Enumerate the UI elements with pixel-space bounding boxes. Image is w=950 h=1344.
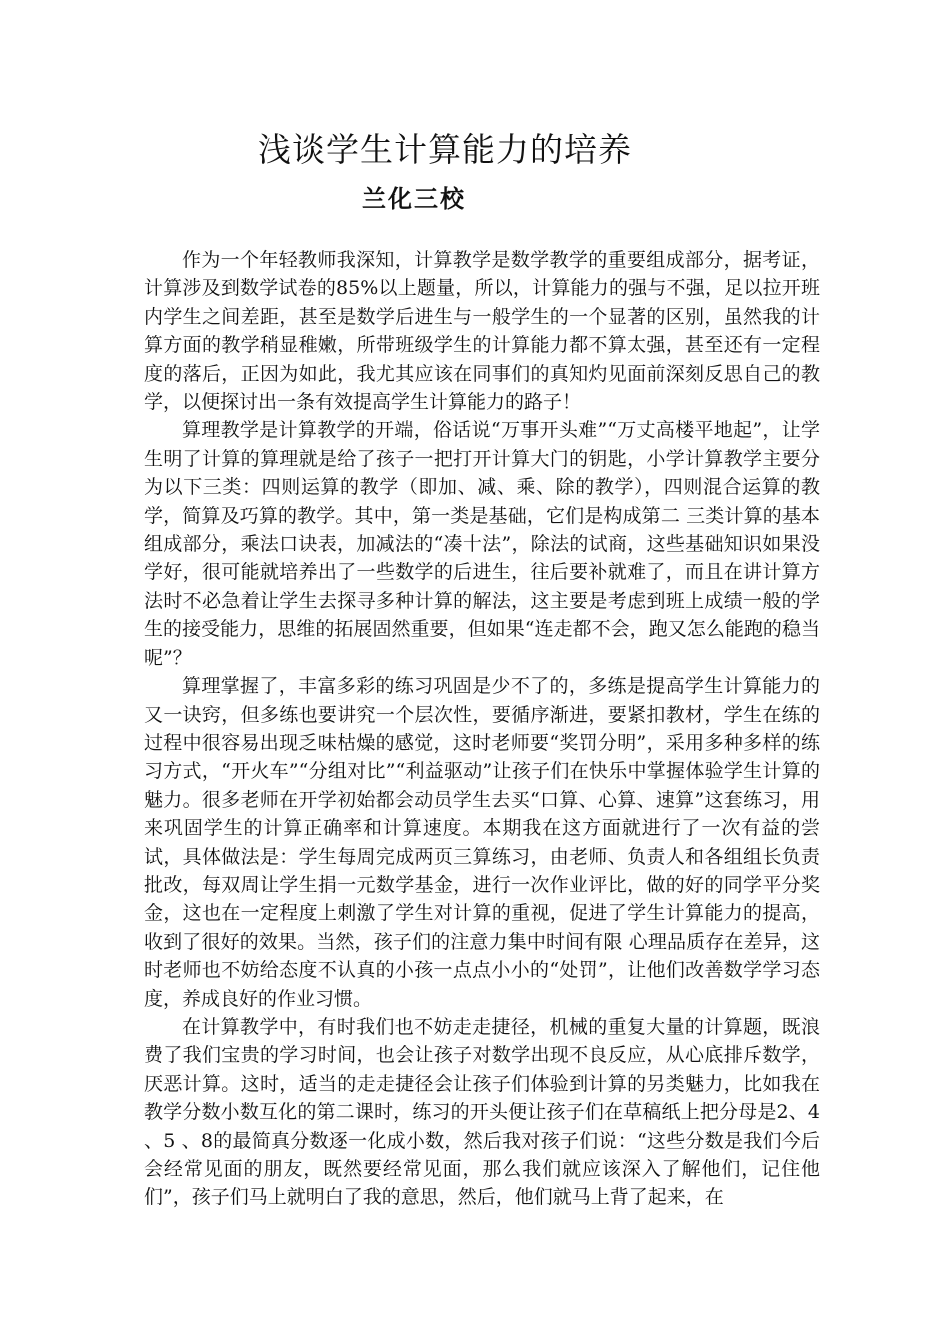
document-title: 浅谈学生计算能力的培养 <box>258 130 632 169</box>
document-author: 兰化三校 <box>362 185 466 213</box>
document-body <box>144 246 820 1212</box>
paragraph: 作为一个年轻教师我深知，计算教学是数学教学的重要组成部分，据考证，计算涉及到数学试卷的85%以上题量，所以，计算能力的强与不强，足以拉开班内学生之间差距，甚至是数学后进生与一般学生的一个显著的区别，虽然我的计算方面的教学稍显稚嫩，所带班级学生的计算能力都不算太强，甚至还有一定程度的落后，正因为如此，我尤其应该在同事们的真知灼见面前深刻反思自己的教学，以便探讨出一条有效提高学生计算能力的路子！ <box>144 249 820 414</box>
paragraph: 在计算教学中，有时我们也不妨走走捷径，机械的重复大量的计算题，既浪费了我们宝贵的学习时间，也会让孩子对数学出现不良反应，从心底排斥数学，厌恶计算。这时，适当的走走捷径会让孩子们体验到计算的另类魅力，比如我在教学分数小数互化的第二课时，练习的开头便让孩子们在草稿纸上把分母是2、4 、5 、8的最简真分数逐一化成小数，然后我对孩子们说：“这些分数是我们今后会经常见面的朋友，既然要经常见面，那么我们就应该深入了解他们，记住他们”，孩子们马上就明白了我的意思，然后，他们就马上背了起来，在 <box>144 1015 820 1209</box>
paragraph: 算理教学是计算教学的开端，俗话说“万事开头难”“万丈高楼平地起”，让学生明了计算的算理就是给了孩子一把打开计算大门的钥匙，小学计算教学主要分为以下三类：四则运算的教学（即加、减、乘、除的教学），四则混合运算的教学，简算及巧算的教学。其中，第一类是基础，它们是构成第二 三类计算的基本组成部分，乘法口诀表，加减法的“凑十法”，除法的试商，这些基础知识如果没学好，很可能就培养出了一些数学的后进生，往后要补就难了，而且在讲计算方法时不必急着让学生去探寻多种计算的解法，这主要是考虑到班上成绩一般的学生的接受能力，思维的拓展固然重要，但如果“连走都不会，跑又怎么能跑的稳当呢”？ <box>144 419 820 669</box>
paragraph: 算理掌握了，丰富多彩的练习巩固是少不了的，多练是提高学生计算能力的又一诀窍，但多练也要讲究一个层次性，要循序渐进，要紧扣教材，学生在练的过程中很容易出现乏味枯燥的感觉，这时老师要“奖罚分明”，采用多种多样的练习方式，“开火车”“分组对比”“利益驱动”让孩子们在快乐中掌握体验学生计算的魅力。很多老师在开学初始都会动员学生去买“口算、心算、速算”这套练习，用来巩固学生的计算正确率和计算速度。本期我在这方面就进行了一次有益的尝试，具体做法是：学生每周完成两页三算练习，由老师、负责人和各组组长负责批改，每双周让学生捐一元数学基金，进行一次作业评比，做的好的同学平分奖金，这也在一定程度上刺激了学生对计算的重视，促进了学生计算能力的提高，收到了很好的效果。当然，孩子们的注意力集中时间有限 心理品质存在差异，这时老师也不妨给态度不认真的小孩一点点小小的“处罚”，让他们改善数学学习态度，养成良好的作业习惯。 <box>144 675 820 1010</box>
